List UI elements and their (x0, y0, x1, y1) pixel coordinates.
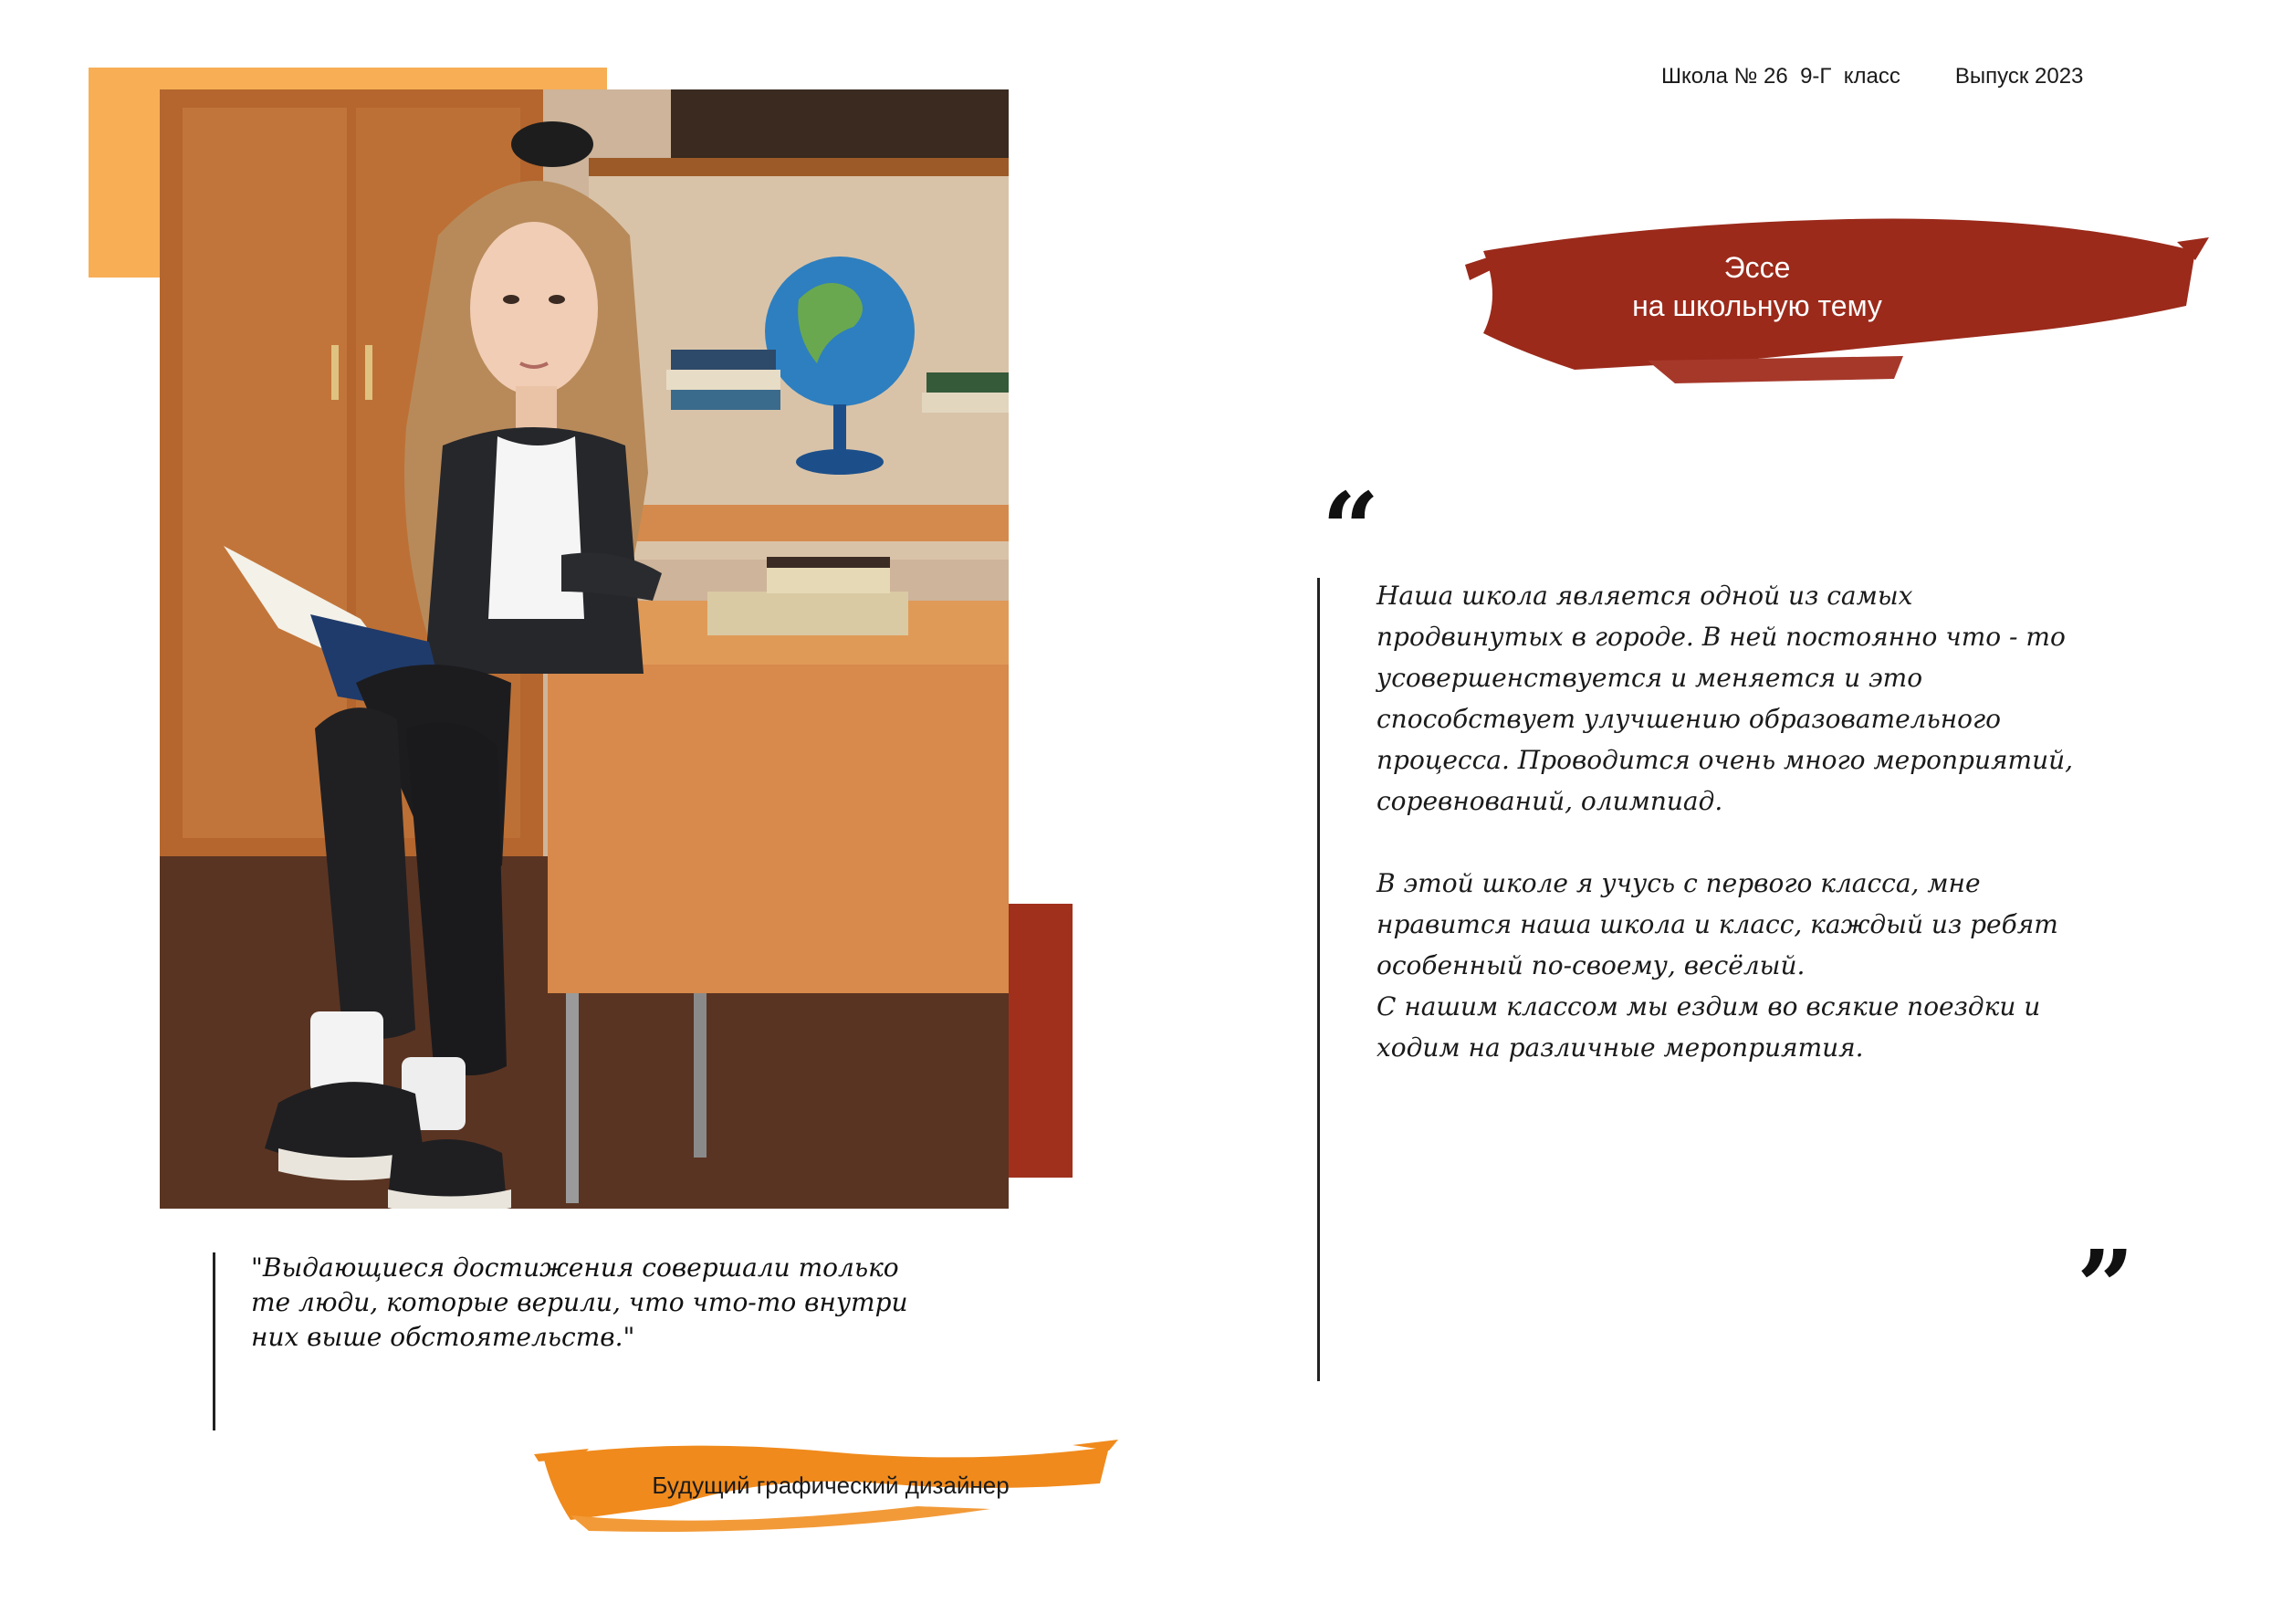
essay-paragraph-3: С нашим классом мы ездим во всякие поездки и ходим на различные мероприятия. (1377, 991, 2041, 1063)
photo-quote: "Выдающиеся достижения совершали только те люди, которые верили, что что-то внутри них выше обстоятельств." (251, 1252, 908, 1352)
essay-paragraph-2: В этой школе я учусь с первого класса, мне нравится наша школа и класс, каждый из ребят особенный по-своему, весёлый. (1377, 868, 2058, 980)
essay-rule (1317, 578, 1320, 1381)
page-header (1661, 64, 2083, 89)
class-name: 9-Г класс (1800, 64, 1900, 89)
quote-rule (213, 1252, 215, 1430)
issue-year: Выпуск 2023 (1954, 64, 2084, 89)
caption: Будущий графический дизайнер (652, 1472, 1010, 1499)
open-quote-mark: “ (1322, 470, 1380, 588)
essay-title-line1: Эссе (1723, 251, 1791, 284)
close-quote-mark: ” (2077, 1228, 2135, 1346)
essay-paragraph-1: Наша школа является одной из самых продвинутых в городе. В ней постоянно что - то усовершенствуется и меняется и это способствует улучшению образовательного процесса. Проводится очень много мероприятий, соревнований, олимпиад. (1377, 581, 2074, 816)
essay-title (1552, 248, 1963, 325)
student-photo (160, 89, 1009, 1209)
essay-title-line2: на школьную тему (1632, 289, 1882, 322)
essay-text (1377, 575, 2107, 1068)
school-name: Школа № 26 (1661, 64, 1788, 89)
